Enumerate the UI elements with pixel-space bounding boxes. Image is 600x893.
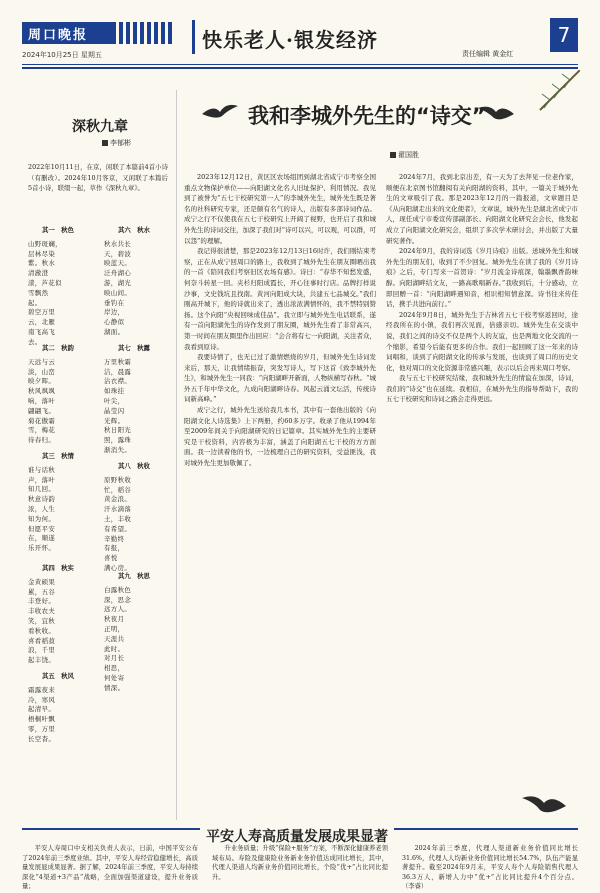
poem-line: 万里秋霜 — [104, 357, 132, 366]
header-accent-bar — [192, 20, 195, 54]
poem — [104, 226, 166, 338]
poem-line: 正明， — [104, 624, 125, 633]
poem — [28, 672, 90, 745]
poem-line: 谁与话秋 — [28, 465, 56, 474]
poem-author — [102, 138, 131, 148]
poem-line: 湖面。 — [104, 327, 125, 336]
author-marker-icon — [390, 152, 396, 158]
poem-line: 秋风飒飒 — [28, 387, 56, 396]
article-author — [390, 150, 419, 160]
poem-column — [22, 96, 170, 818]
poem-line: 乐开怀。 — [28, 544, 56, 553]
poem-line: 丰登好。 — [28, 597, 56, 606]
poem-line: 如珠挂 — [104, 387, 125, 396]
poem-line: 丰收农夫 — [28, 607, 56, 616]
article-paragraph: 成宁之行，城外先生送给我几本书，其中有一套他出版的《向阳湖文化人诗选集》上下两册，约60多万字。收录了他从1994年至2009年间关于向阳湖研究的日记篇章。其实城外先生的主要研究是干校资料，内容极为丰富，涵盖了向阳湖五七干校的方方面面。我一边读着他的书，一边梳理自己的研究资料，受益匪浅，我对城外先生更加敬佩了。 — [184, 406, 376, 468]
poem-line: 清澈澄 — [28, 269, 49, 278]
ad-title: 平安人寿高质量发展成果显著 — [200, 826, 394, 846]
poem-line: 心静似 — [104, 318, 125, 327]
poem-heading: 其六 秋水 — [118, 226, 150, 234]
poem-line: 雪飘然 — [28, 288, 49, 297]
poem-line: 情深。 — [104, 683, 125, 692]
poem-line: 光辉。 — [104, 416, 125, 425]
poem-line: 待春归。 — [28, 436, 56, 445]
poem-line: 秋日阳光 — [104, 426, 132, 435]
poem-line: 远方人。 — [104, 605, 132, 614]
poem-line: 叶尖， — [104, 396, 125, 405]
poem-line: 泛舟湖心 — [104, 269, 132, 278]
poem-heading: 其一 秋色 — [42, 226, 74, 234]
ad-column-2: 升业务质量；升级“保险+服务”方案，不断深化健康养老领域布局。寿险及健康险业务新业务价值达成同比增长，其中，代理人渠道人均新业务价值同比增长，个险“优+”占比同比提升。 — [212, 845, 388, 881]
poem-line: 声，落叶 — [28, 475, 56, 484]
poem-line: 游，湖光 — [104, 278, 132, 287]
article-paragraph: 2024年7月，我到北京出差，有一天为了去拜见一位老作家，顺便在北京图书馆翻阅有关向阳湖的资料，其中，一篇关于城外先生的文章吸引了我。那是2023年12月的一篇报道，文章题目是《从向阳湖走出来的文化使者》，文章说，城外先生是湖北省成宁市人，现任成宁市委宣传部副部长、向阳湖文化研究会会长，他发起成立了向阳湖文化研究会，组织了多次学术研讨会，并出版了大量研究著作。 — [386, 173, 578, 245]
poem-line: 黄金浪。 — [104, 495, 132, 504]
poem-line: 此时。 — [104, 644, 125, 653]
poem-heading: 其八 秋收 — [118, 462, 150, 470]
poem-intro: 2022年10月11日，在京，闲联了本篇前4首小诗（有删改）。2024年10月客京，又闲联了本篇后5首小诗，联缀一起，草作《深秋九章》。 — [28, 163, 168, 192]
poem-line: 沾衣襟。 — [104, 377, 132, 386]
poem-line: 喜悦 — [104, 554, 118, 563]
poem-line: 岸边， — [104, 308, 125, 317]
poem-line: 长空杳。 — [28, 734, 56, 743]
poem-line: 翩翩飞。 — [28, 406, 56, 415]
poem-line: 深，思念 — [104, 595, 132, 604]
article-author-name: 翟国胜 — [398, 151, 419, 159]
poem-line: 零，万里 — [28, 724, 56, 733]
poem-line: 在，顺遂 — [28, 534, 56, 543]
poem — [28, 344, 90, 446]
poem-line: 淡，山峦 — [28, 367, 56, 376]
logo-stripes — [112, 22, 172, 44]
poem-line: 起清早。 — [28, 705, 56, 714]
header-rule — [22, 64, 578, 65]
poem-line: 碧空万里 — [28, 308, 56, 317]
poem-heading: 其三 秋情 — [42, 452, 74, 460]
poem-line: 晶莹闪 — [104, 406, 125, 415]
poem-list — [28, 226, 174, 816]
poem-line: 响，落叶 — [28, 396, 56, 405]
poem — [28, 452, 90, 554]
poem-heading: 其二 秋韵 — [42, 344, 74, 352]
pine-branch-icon — [520, 70, 580, 130]
poem-line: 秋夜月 — [104, 615, 125, 624]
paper-name: 周口晚报 — [28, 27, 89, 43]
poem-author-name: 李郁彬 — [110, 139, 131, 147]
article-paragraph: 我记得很清楚，那是2023年12月13日16时许，我们刚结束考察，正在从成宁回周口的路上，我收到了城外先生在朋友圈晒出我的一首《陪同我们考察旧区农场有感》。诗曰：“春华不知愁发盛，何奈斗转星一回。夹杉归阳成霞长，开心往事时行店。品牌打样说沙事，文史钱坑且找南。黄河向阳成大块，共建五七品城交。”我们刚高开城下，他的诗就出来了，透出浓浓满情怀的，我不禁特别赞扬。这个向阳“央视回味成佳品”。我立即与城外先生电话联系，遂有一首向阳湖先生的诗作发到了朋友圈，城外先生看了非常高兴，第一时间在朋友圈里作出回应：“会合将有七一向阳湖，关注者众，我看到原诗。 — [184, 247, 376, 351]
poem-line: 土，丰收 — [104, 514, 132, 523]
poem — [28, 226, 90, 348]
poem-line: 但愿平安 — [28, 524, 56, 533]
poem-line: 白露秋色 — [104, 585, 132, 594]
poem-line: 何处寄 — [104, 673, 125, 682]
poem-line: 汗水滴落 — [104, 505, 132, 514]
article-column-2 — [386, 172, 578, 405]
poem-line: 满心房。 — [104, 563, 132, 572]
poem-line: 看秋收。 — [28, 626, 56, 635]
poem-line: 洁，晨露 — [104, 367, 132, 376]
poem-heading: 其七 秋露 — [118, 344, 150, 352]
poem-line: 秋意诗韵 — [28, 495, 56, 504]
poem-line: 映夕晖。 — [28, 377, 56, 386]
poem-line: 累，五谷 — [28, 587, 56, 596]
issue-date: 2024年10月25日 星期五 — [22, 51, 102, 59]
ad-column-1: 平安人寿周口中支相关负责人表示，日前，中国平安公布了2024年前三季度业绩。其中，平安人寿经营稳健增长，高质量发展显成果显著。据了解，2024年前三季度，平安人寿持续深化“4渠道+3产品”战略，全面加强渠道建设，提升业务质量； — [22, 845, 198, 890]
poem-line: 层林尽染 — [28, 249, 56, 258]
poem-line: 霜露夜来 — [28, 685, 56, 694]
poem-line: 浓，人生 — [28, 504, 56, 513]
poem-line: 原野秋收 — [104, 475, 132, 484]
poem-line: 雪，梅花 — [28, 426, 56, 435]
poem-heading: 其九 秋思 — [118, 572, 150, 580]
poem-line: 对月长 — [104, 654, 125, 663]
poem-line: 秋水共长 — [104, 239, 132, 248]
poem-line: 知几回。 — [28, 485, 56, 494]
poem — [104, 344, 166, 456]
poem-title: 深秋九章 — [72, 119, 128, 135]
poem — [104, 462, 166, 574]
poem-line: 冷，寒风 — [28, 695, 56, 704]
poem-line: 忙，稻谷 — [104, 485, 132, 494]
poem-line: 浪，千里 — [28, 646, 56, 655]
article-paragraph: 2024年9月，我的诗词选《岁月诗痕》出版。送城外先生和城外先生的朋友们，收到了不少回复。城外先生在读了我的《岁月诗痕》之后，专门写来一首贺诗：“岁月流金诗痕深，翰墨飘香韵味醇。向阳湖畔结文友，一路高歌唱新春。”我收到后，十分感动，立即回赠一首：“向阳湖畔遇知音，相识相知情意深。诗书往来传佳话，携手共进向前行。” — [386, 247, 578, 309]
poem-line: 映山间。 — [104, 288, 132, 297]
poem-line: 南飞高飞 — [28, 327, 56, 336]
paper-logo — [22, 22, 172, 44]
poem-line: 垂钓在 — [104, 298, 125, 307]
article-paragraph: 我与五七干校研究结缘，我和城外先生的情谊在加深，诗词，我们的“诗交”也在延续。我相信，在城外先生的指导帮助下，我的五七干校研究和诗词之路会走得更远。 — [386, 374, 578, 404]
poem-line: 金黄硕果 — [28, 577, 56, 586]
ad-column-3-text: 2024年前三季度，代理人渠道新业务价值同比增长31.6%，代理人人均新业务价值同比增长54.7%，队伍产能显著提升。截至2024年9月末，平安人寿个人寿险销售代理人36.3万人，新增人力中“优+”占比同比提升4个百分点。 — [402, 845, 578, 881]
swallow-icon — [200, 100, 240, 124]
poem-line: 笑，宜秋 — [28, 616, 56, 625]
article-column-1 — [184, 172, 376, 469]
poem-line: 山野斑斓， — [28, 239, 62, 248]
column-divider — [176, 90, 177, 820]
poem-line: 起丰饶。 — [28, 656, 56, 665]
poem-line: 喜看稻菽 — [28, 636, 56, 645]
poem-line: 照，露珠 — [104, 436, 132, 445]
poem-heading: 其四 秋实 — [42, 564, 74, 572]
poem-line: 梧桐叶飘 — [28, 715, 56, 724]
page-number: 7 — [550, 18, 578, 52]
bottom-ad — [22, 828, 578, 892]
poem-line: 有希望。 — [104, 524, 132, 533]
swallow-icon — [520, 790, 568, 820]
poem-line: 菊花傲霜 — [28, 416, 56, 425]
poem-line: 有报， — [104, 544, 125, 553]
poem-line: 映蓝天。 — [104, 259, 132, 268]
poem-line: 云，北雁 — [28, 318, 56, 327]
poem-heading: 其五 秋风 — [42, 672, 74, 680]
article-paragraph: 我要诗情了，也无已过了激情燃烧的岁月，但城外先生诗词发来后，那天，让我情绪振奋，突发写诗人，写下这首《致李城外先生》，和城外先生一同我：“向阳湖畔开新面，人物纵横写春秋。“城外五千年中华文化，九成向阳湖畔诗春。风起云涌文坛活，传统诗词新高峰。” — [184, 353, 376, 404]
poem-line: 漾，芦花似 — [28, 278, 62, 287]
poem-line: 天，碧波 — [104, 249, 132, 258]
poem-line: 天远与云 — [28, 357, 56, 366]
editor-credit: 责任编辑 黄金红 — [462, 50, 514, 58]
section-title: 快乐老人·银发经济 — [202, 28, 378, 52]
poem — [104, 572, 166, 694]
poem-line: 起。 — [28, 298, 42, 307]
ad-column-3 — [402, 844, 578, 892]
article-paragraph: 2024年9月8日，城外先生于吉林省五七干校考察返回时，途经我所在的小镇，我们再次见面，倍感亲切。城外先生在交谈中说，我们之间的诗交不仅是两个人的友谊，也是两地文化交流的一个缩影，希望今后能有更多的合作。我们一起回顾了这一年来的诗词唱和，谈到了向阳湖文化的传承与发展，也谈到了周口的历史文化，他对周口的文化资源非常感兴趣，表示以后会再来周口考察。 — [386, 310, 578, 372]
article-title: 我和李城外先生的“诗交” — [248, 104, 486, 128]
poem-line: 去。 — [28, 337, 42, 346]
author-marker-icon — [102, 140, 108, 146]
poem-line: 相思， — [104, 664, 125, 673]
article-paragraph: 2023年12月12日，黄区区农场组团到湖北省咸宁市考察全国重点文物保护单位——向阳湖文化名人旧址保护、利用情况。我见到了被誉为“五七干校研究第一人”的李城外先生，城外先生既是著名的社科研究专家，还是颇有名气的诗人，出版有多部诗词作品。成宁之行不仅使我在五七干校研究上开阔了视野，也开启了我和城外先生的诗词交往，加深了我们对“诗可以兴，可以观，可以群，可以怨”的理解。 — [184, 173, 376, 245]
poem-line: 天涯共 — [104, 634, 125, 643]
poem-line: 渐消失。 — [104, 445, 132, 454]
poem-line: 知为何。 — [28, 514, 56, 523]
poem-line: 辛勤终 — [104, 534, 125, 543]
ad-author-note: （李睿） — [402, 883, 428, 890]
masthead — [22, 18, 578, 62]
header-rule-thick — [22, 67, 578, 69]
poem — [28, 564, 90, 666]
poem-line: 紫。秋水 — [28, 259, 56, 268]
